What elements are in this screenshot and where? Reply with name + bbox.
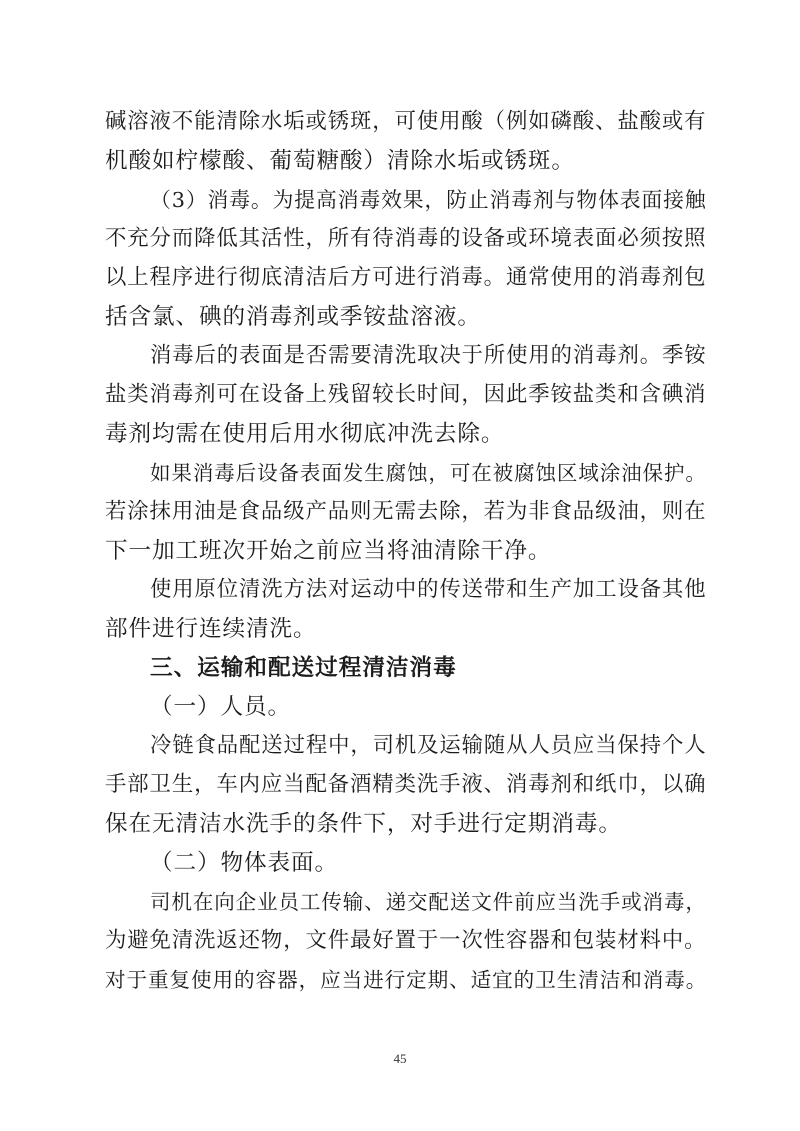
text-line: 为避免清洗返还物，文件最好置于一次性容器和包装材料中。 bbox=[105, 928, 707, 953]
subsection-heading: （一）人员。 bbox=[150, 694, 291, 720]
text-line: 司机在向企业员工传输、递交配送文件前应当洗手或消毒， bbox=[150, 890, 707, 914]
section-heading: 三、运输和配送过程清洁消毒 bbox=[150, 655, 457, 681]
text-line: 消毒后的表面是否需要清洗取决于所使用的消毒剂。季铵 bbox=[150, 343, 707, 368]
text-line: 盐类消毒剂可在设备上残留较长时间，因此季铵盐类和含碘消 bbox=[105, 382, 707, 407]
text-line: 如果消毒后设备表面发生腐蚀，可在被腐蚀区域涂油保护。 bbox=[150, 461, 707, 485]
text-line: 若涂抹用油是食品级产品则无需去除，若为非食品级油，则在 bbox=[105, 499, 707, 524]
page-number: 45 bbox=[393, 1051, 407, 1066]
text-line: 手部卫生，车内应当配备酒精类洗手液、消毒剂和纸巾，以确 bbox=[105, 772, 707, 797]
text-line: 不充分而降低其活性，所有待消毒的设备或环境表面必须按照 bbox=[105, 226, 707, 251]
text-line: 使用原位清洗方法对运动中的传送带和生产加工设备其他 bbox=[150, 577, 707, 602]
text-line: 保在无清洁水洗手的条件下，对手进行定期消毒。 bbox=[105, 811, 622, 837]
text-line: 括含氯、碘的消毒剂或季铵盐溶液。 bbox=[105, 304, 481, 330]
text-line: 毒剂均需在使用后用水彻底冲洗去除。 bbox=[105, 421, 505, 447]
text-line: 以上程序进行彻底清洁后方可进行消毒。通常使用的消毒剂包 bbox=[105, 265, 707, 290]
text-line: 对于重复使用的容器，应当进行定期、适宜的卫生清洁和消毒。 bbox=[105, 968, 708, 992]
text-line: 冷链食品配送过程中，司机及运输随从人员应当保持个人 bbox=[150, 733, 707, 758]
subsection-heading: （二）物体表面。 bbox=[150, 850, 338, 876]
text-line: （3）消毒。为提高消毒效果，防止消毒剂与物体表面接触 bbox=[150, 188, 707, 212]
text-line: 机酸如柠檬酸、葡萄糖酸）清除水垢或锈斑。 bbox=[105, 148, 575, 174]
text-line: 碱溶液不能清除水垢或锈斑，可使用酸（例如磷酸、盐酸或有 bbox=[105, 109, 707, 134]
text-line: 部件进行连续清洗。 bbox=[105, 616, 317, 642]
text-line: 下一加工班次开始之前应当将油清除干净。 bbox=[105, 538, 552, 564]
